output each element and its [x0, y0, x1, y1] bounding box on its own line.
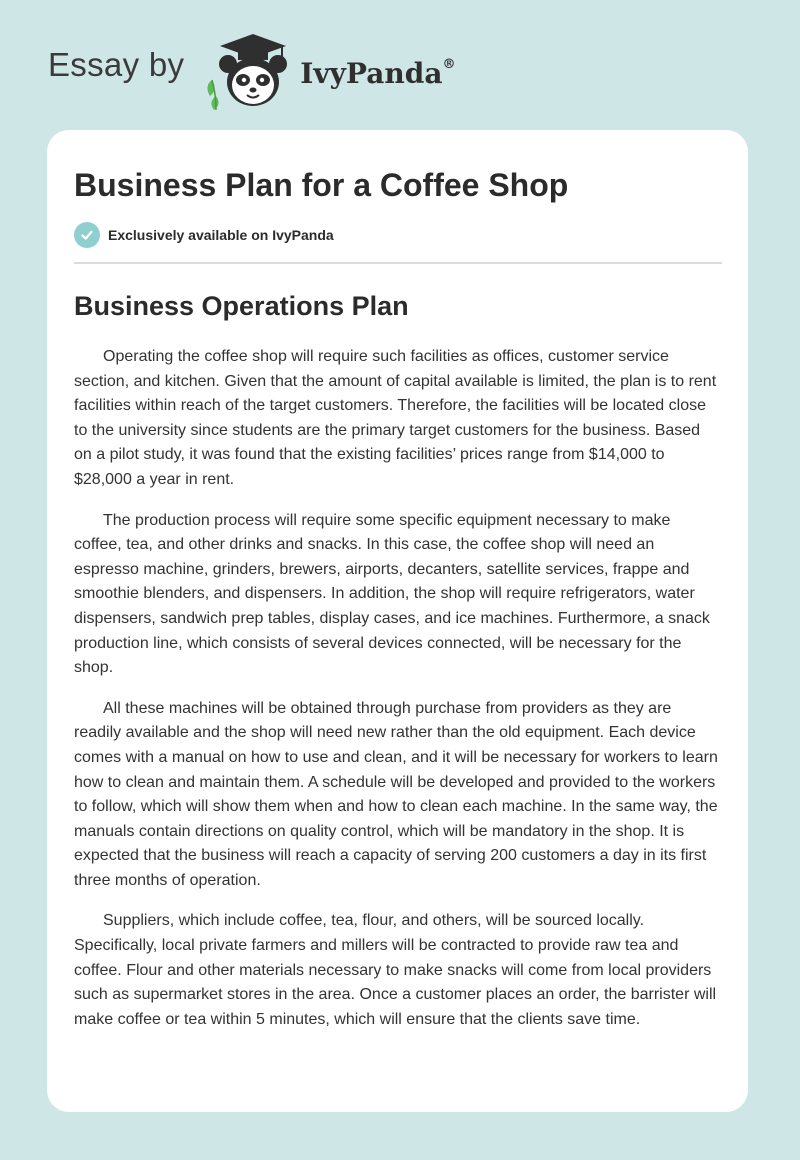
paragraph-2: The production process will require some specific equipment necessary to make coffee, tea, and other drinks and snacks. In this case, the coffee shop will need an espresso machine, grinders, brewers, airports, decanters, satellite services, frappe and smoothie blenders, and dispensers. In addition, the shop will require refrigerators, water dispensers, sandwich prep tables, display cases, and ice machines. Furthermore, a snack production line, which consists of several devices connected, will be necessary for the shop. [74, 511, 710, 677]
trademark-symbol: ® [442, 57, 456, 73]
article-card [47, 130, 748, 1112]
divider [74, 262, 722, 264]
paragraph-3: All these machines will be obtained through purchase from providers as they are readily available and the shop will need new rather than the old equipment. Each device comes with a manual on how to use and clean, and it will be necessary for workers to learn how to clean and maintain them. A schedule will be developed and provided to the workers to follow, which will show them when and how to clean each machine. In the same way, the manuals contain directions on quality control, which will be mandatory in the shop. It is expected that the business will reach a capacity of serving 200 customers a day in its first three months of operation. [74, 699, 718, 889]
site-header [48, 30, 455, 112]
paragraph-1: Operating the coffee shop will require such facilities as offices, customer service section, and kitchen. Given that the amount of capital available is limited, the plan is to rent facilities within reach of the target customers. Therefore, the facilities will be located close to the university since students are the primary target customers for the business. Based on a pilot study, it was found that the existing facilities’ prices range from $14,000 to $28,000 a year in rent. [74, 348, 717, 488]
exclusive-badge [74, 222, 722, 248]
check-circle-icon [74, 222, 100, 248]
essay-by-label: Essay by [48, 46, 185, 83]
badge-label: Exclusively available on IvyPanda [108, 227, 334, 243]
page-title: Business Plan for a Coffee Shop [74, 167, 569, 203]
panda-logo-icon[interactable] [198, 30, 296, 112]
checkmark-icon [80, 228, 94, 242]
section-heading: Business Operations Plan [74, 291, 409, 321]
brand-name[interactable] [300, 57, 455, 90]
paragraph-4: Suppliers, which include coffee, tea, flour, and others, will be sourced locally. Specifically, local private farmers and millers will be contracted to provide raw tea and coffee. Flour and other materials necessary to make snacks will come from local providers such as supermarket stores in the area. Once a customer places an order, the barrister will make coffee or tea within 5 minutes, which will ensure that the clients save time. [74, 912, 717, 1028]
brand-label: IvyPanda [300, 56, 443, 90]
